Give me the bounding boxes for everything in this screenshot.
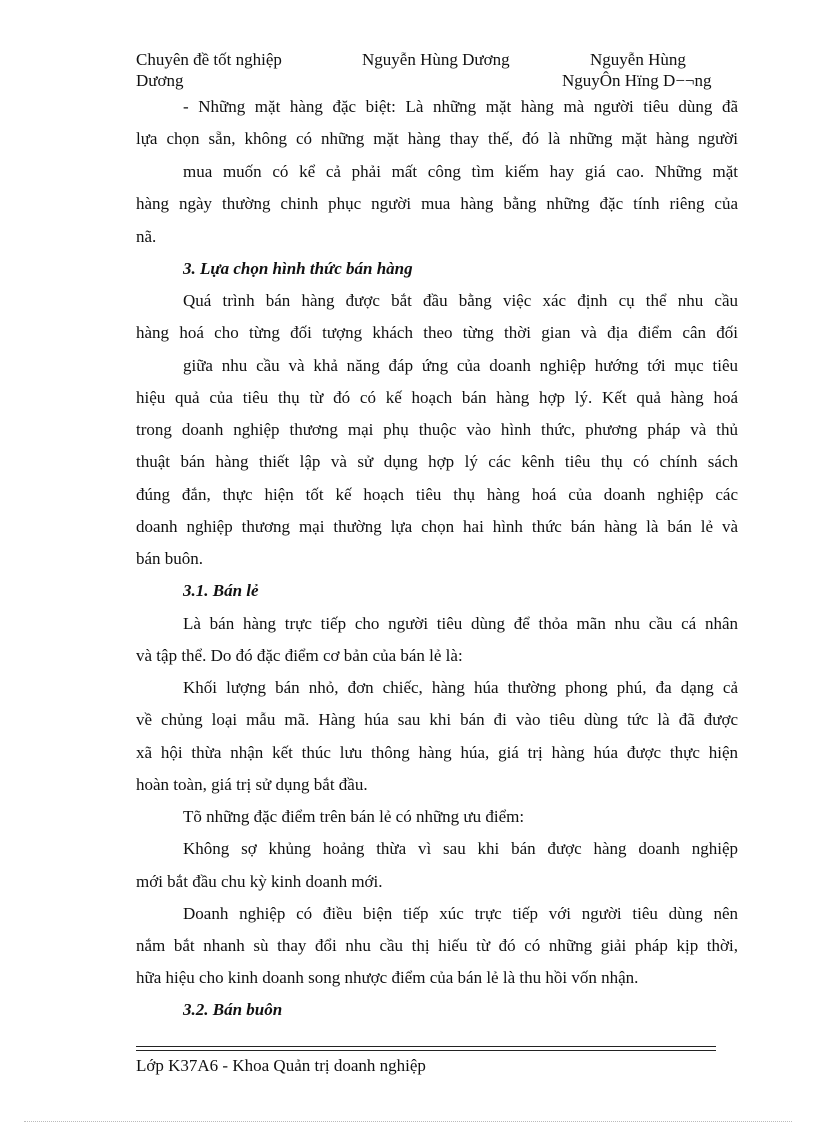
paragraph-line: Quá trình bán hàng được bắt đầu bằng việc xác định cụ thể nhu cầu xyxy=(183,291,738,310)
paragraph-line: Khối lượng bán nhỏ, đơn chiếc, hàng húa thường phong phú, đa dạng cả xyxy=(183,678,738,697)
paragraph-line: hữa hiệu cho kinh doanh song nhược điểm của bán lẻ là thu hồi vốn nhận. xyxy=(136,968,639,987)
paragraph-line: mới bắt đầu chu kỳ kinh doanh mới. xyxy=(136,872,383,891)
document-body xyxy=(136,0,738,1040)
paragraph-line: Tõ những đặc điểm trên bán lẻ có những ưu điểm: xyxy=(183,807,525,826)
paragraph-line: hàng ngày thường chinh phục người mua hàng bằng những đặc tính riêng của xyxy=(136,194,738,213)
header-thesis-title: Chuyên đề tốt nghiệp xyxy=(136,50,282,69)
paragraph-line: - Những mặt hàng đặc biệt: Là những mặt hàng mà người tiêu dùng đã xyxy=(183,97,738,116)
header-author-legacy: NguyÔn Hïng D−¬ng xyxy=(562,71,712,90)
paragraph-line: hiệu quả của tiêu thụ từ đó có kế hoạch bán hàng hợp lý. Kết quả hàng hoá xyxy=(136,388,738,407)
footer-rule xyxy=(136,1050,716,1051)
paragraph-line: lựa chọn sẵn, không có những mặt hàng thay thế, đó là những mặt hàng người xyxy=(136,129,738,148)
paragraph-line: nắm bắt nhanh sù thay đổi nhu cầu thị hiếu từ đó có những giải pháp kịp thời, xyxy=(136,936,738,955)
paragraph-line: đúng đắn, thực hiện tốt kế hoạch tiêu thụ hàng hoá của doanh nghiệp các xyxy=(136,485,738,504)
paragraph-line: hàng hoá cho từng đối tượng khách theo từng thời gian và địa điểm cân đối xyxy=(136,323,738,342)
paragraph-line: giữa nhu cầu và khả năng đáp ứng của doanh nghiệp hướng tới mục tiêu xyxy=(183,356,738,375)
header-author-right: Nguyễn Hùng xyxy=(590,50,686,69)
paragraph-line: mua muốn có kể cả phải mất công tìm kiếm hay giá cao. Những mặt xyxy=(183,162,738,181)
subsection-heading: 3.1. Bán lẻ xyxy=(183,581,259,600)
subsection-heading: 3.2. Bán buôn xyxy=(183,1000,283,1019)
paragraph-line: doanh nghiệp thương mại thường lựa chọn hai hình thức bán hàng là bán lẻ và xyxy=(136,517,738,536)
paragraph-line: thuật bán hàng thiết lập và sử dụng hợp lý các kênh tiêu thụ có chính sách xyxy=(136,452,738,471)
paragraph-line: hoàn toàn, giá trị sử dụng bắt đầu. xyxy=(136,775,368,794)
header-author: Nguyễn Hùng Dương xyxy=(362,50,510,69)
paragraph-line: trong doanh nghiệp thương mại phụ thuộc vào hình thức, phương pháp và thủ xyxy=(136,420,738,439)
section-heading: 3. Lựa chọn hình thức bán hàng xyxy=(183,259,413,278)
footer-class-faculty: Lớp K37A6 - Khoa Quản trị doanh nghiệp xyxy=(136,1056,426,1075)
footer-rule xyxy=(136,1046,716,1047)
paragraph-line: bán buôn. xyxy=(136,549,204,568)
paragraph-line: Không sợ khủng hoảng thừa vì sau khi bán được hàng doanh nghiệp xyxy=(183,839,738,858)
header-thesis-title-cont: Dương xyxy=(136,71,184,90)
paragraph-line: xã hội thừa nhận kết thúc lưu thông hàng húa, giá trị hàng húa được thực hiện xyxy=(136,743,738,762)
page-edge xyxy=(24,1121,792,1122)
paragraph-line: Doanh nghiệp có điều biện tiếp xúc trực tiếp với người tiêu dùng nên xyxy=(183,904,738,923)
paragraph-line: Là bán hàng trực tiếp cho người tiêu dùng để thỏa mãn nhu cầu cá nhân xyxy=(183,614,738,633)
paragraph-line: nã. xyxy=(136,227,157,246)
paragraph-line: và tập thể. Do đó đặc điểm cơ bản của bán lẻ là: xyxy=(136,646,463,665)
paragraph-line: về chủng loại mẫu mã. Hàng húa sau khi bán đi vào tiêu dùng tức là đã được xyxy=(136,710,738,729)
